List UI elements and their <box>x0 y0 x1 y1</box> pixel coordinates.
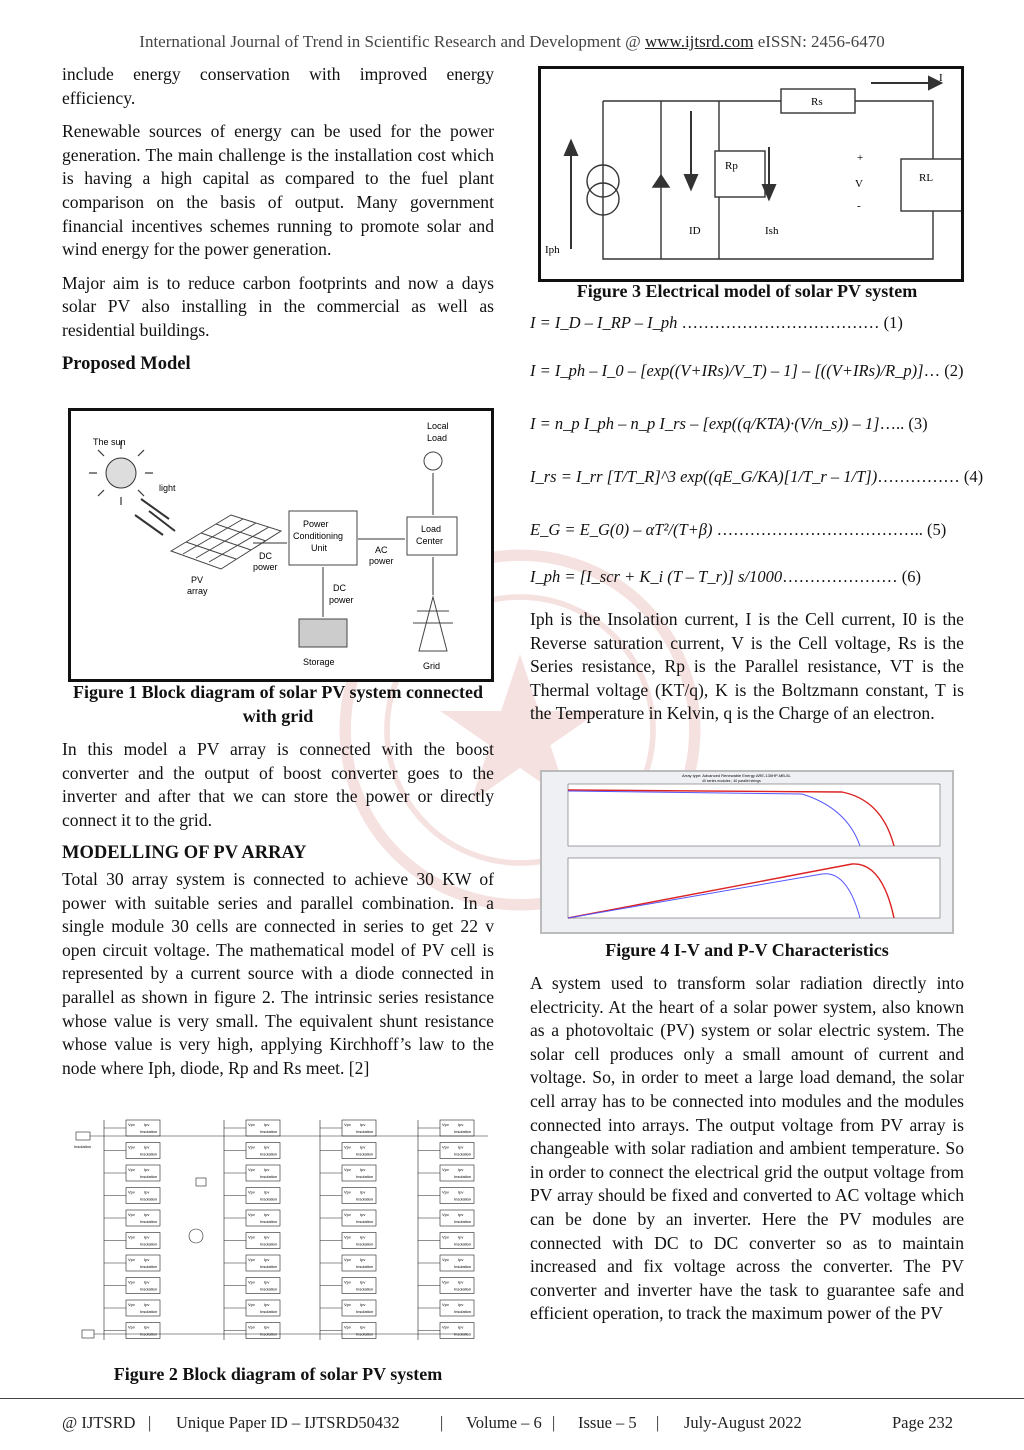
pv-module-port: Insolation <box>260 1129 278 1134</box>
figure-3-electrical-model <box>538 66 964 282</box>
pv-module-port: Ipv <box>144 1257 150 1262</box>
paragraph: include energy conservation with improved energy efficiency. <box>62 64 494 108</box>
section-heading: MODELLING OF PV ARRAY <box>62 843 307 864</box>
pv-module-port: Insolation <box>140 1286 158 1292</box>
paragraph: Renewable sources of energy can be used for the power generation. The main challenge is the installation cost which is having a high capital as compared to the fuel plant comparison on the basis of output. Many government financial incentives schemes running to promote solar and wind energy for the power generation. <box>62 121 494 260</box>
figure-4-caption: Figure 4 I-V and P-V Characteristics <box>605 940 889 960</box>
pv-module-port: Vpv <box>128 1122 135 1127</box>
pv-module-port: Insolation <box>454 1331 472 1337</box>
pv-module-port: Ipv <box>144 1167 150 1172</box>
equation-2: I = I_ph – I_0 – [exp((V+IRs)/V_T) – 1] – [((V+IRs)/R_p)]… (2) <box>530 361 964 380</box>
ll-2: Load <box>427 433 448 443</box>
pv-module-port: Ipv <box>360 1324 366 1330</box>
pv-module-port: Insolation <box>140 1196 158 1202</box>
sun-label: The sun <box>93 437 126 447</box>
pv-module-port: Insolation <box>356 1219 374 1224</box>
fig3-plus: + <box>857 152 864 164</box>
pv-module-port: Insolation <box>260 1309 278 1314</box>
pv-module-port: Vpv <box>442 1167 449 1172</box>
pv-module-port: Vpv <box>128 1212 135 1217</box>
pv-module-port: Ipv <box>458 1279 464 1285</box>
equation-6: I_ph = [I_scr + K_i (T – T_r)] s/1000………………… (6) <box>530 567 921 586</box>
figure-2-simulink-diagram <box>68 1108 490 1354</box>
lc-1: Load <box>421 524 442 534</box>
footer-sep: | <box>656 1413 660 1432</box>
pv-module-port: Insolation <box>356 1286 374 1292</box>
pv-module-port: Vpv <box>248 1167 255 1172</box>
sum-block <box>189 1229 203 1243</box>
ac-1: AC <box>375 545 388 555</box>
pv-module-port: Vpv <box>344 1189 351 1195</box>
dcs-2: power <box>329 595 354 605</box>
equation-1: I = I_D – I_RP – I_ph ……………………………… (1) <box>530 313 903 332</box>
transmission-tower-icon <box>413 597 453 651</box>
pv-module-port: Vpv <box>248 1302 255 1307</box>
pv-module-port: Vpv <box>344 1144 351 1150</box>
pv-module-port: Vpv <box>442 1279 449 1285</box>
dc-1: DC <box>259 551 272 561</box>
equation-3: I = n_p I_ph – n_p I_rs – [exp((q/KTA)·(V/n_s)) – 1]….. (3) <box>530 414 928 433</box>
pv-module-port: Ipv <box>144 1122 150 1127</box>
pv-module-port: Vpv <box>442 1212 449 1217</box>
pv-module-port: Insolation <box>356 1309 374 1314</box>
fig3-Ish: Ish <box>765 225 779 237</box>
footer-journal: @ IJTSRD <box>62 1413 136 1432</box>
pcu-1: Power <box>303 519 329 529</box>
pv-module-port: Ipv <box>458 1257 464 1262</box>
pv-module-port: Vpv <box>344 1212 351 1217</box>
pv-module-port: Insolation <box>260 1196 278 1202</box>
pv-module-port: Ipv <box>360 1302 366 1307</box>
left-column-middle <box>62 738 494 1090</box>
figure-1-block-diagram <box>68 408 494 682</box>
fig3-RL: RL <box>919 172 934 184</box>
pv-module-port: Ipv <box>458 1234 464 1240</box>
pv-module-port: Vpv <box>442 1302 449 1307</box>
running-header <box>0 32 1024 52</box>
pv-module-port: Insolation <box>260 1286 278 1292</box>
pv-module-port: Ipv <box>360 1279 366 1285</box>
battery-icon <box>299 619 347 647</box>
pv-module-port: Insolation <box>454 1196 472 1202</box>
pv-module-port: Insolation <box>260 1151 278 1157</box>
pv-module-port: Insolation <box>356 1264 374 1269</box>
insolation-input <box>76 1132 90 1140</box>
pv-module-port: Vpv <box>442 1122 449 1127</box>
paragraph: Total 30 array system is connected to achieve 30 KW of power with suitable series and parallel combination. In a single module 30 cells are connected in series to get 22 v open circuit voltage. The mathematical model of PV cell is represented by a current source with a diode connected in parallel as shown in figure 2. The intrinsic series resistance whose value is very small. The equivalent shunt resistance whose value is very high, applying Kirchhoff’s law to the node where Iph, diode, Rp and Rs meet. [2] <box>62 868 494 1078</box>
page-footer <box>0 1398 1024 1439</box>
paragraph: In this model a PV array is connected with the boost converter and the output of boost converter goes to the inverter and after that we can store the power or directly connect it to the grid. <box>62 739 494 830</box>
fig3-I: I <box>939 72 943 84</box>
figure-4-iv-pv-characteristics <box>540 770 954 934</box>
bulb-icon <box>424 452 442 470</box>
pv-module-port: Insolation <box>260 1264 278 1269</box>
pv-module-port: Ipv <box>360 1212 366 1217</box>
light-label: light <box>159 483 176 493</box>
pv-module-port: Insolation <box>454 1241 472 1247</box>
footer-page: Page 232 <box>892 1413 953 1432</box>
pv-module-port: Ipv <box>458 1122 464 1127</box>
pv-module-port: Ipv <box>264 1212 270 1217</box>
pv-module-port: Insolation <box>356 1151 374 1157</box>
pv-module-port: Ipv <box>144 1189 150 1195</box>
pv-module-port: Ipv <box>264 1122 270 1127</box>
pv-module-port: Insolation <box>356 1331 374 1337</box>
footer-date: July-August 2022 <box>684 1413 802 1432</box>
pv-module-port: Vpv <box>344 1122 351 1127</box>
issn: eISSN: 2456-6470 <box>753 32 885 51</box>
scope-block <box>196 1178 206 1186</box>
pv-module-port: Insolation <box>356 1196 374 1202</box>
journal-name: International Journal of Trend in Scientific Research and Development @ <box>139 32 641 51</box>
pv-module-port: Insolation <box>356 1174 374 1179</box>
pv-module-port: Insolation <box>260 1174 278 1179</box>
equation-5: E_G = E_G(0) – αT²/(T+β) ……………………………….. (5) <box>530 520 947 539</box>
left-column-top <box>62 63 494 384</box>
fig3-minus: - <box>857 200 861 212</box>
pv-module-port: Ipv <box>264 1302 270 1307</box>
figure-3-caption: Figure 3 Electrical model of solar PV system <box>576 281 918 301</box>
pv-module-port: Insolation <box>140 1264 158 1269</box>
pv-module-port: Vpv <box>128 1302 135 1307</box>
pv-module-port: Insolation <box>260 1331 278 1337</box>
fig3-Iph: Iph <box>545 244 560 256</box>
pv-label-2: array <box>187 586 208 596</box>
pv-module-port: Vpv <box>344 1279 351 1285</box>
pv-module-port: Insolation <box>356 1241 374 1247</box>
pv-module-port: Ipv <box>144 1234 150 1240</box>
pv-module-port: Ipv <box>144 1279 150 1285</box>
sun-icon <box>89 441 153 505</box>
pv-module-port: Ipv <box>264 1167 270 1172</box>
pv-module-port: Insolation <box>140 1219 158 1224</box>
paragraph: Major aim is to reduce carbon footprints and now a days solar PV also installing in the commercial as well as residential buildings. <box>62 272 494 340</box>
ac-2: power <box>369 556 394 566</box>
pv-module-port: Ipv <box>360 1234 366 1240</box>
pv-module-port: Insolation <box>454 1264 472 1269</box>
pv-module-port: Insolation <box>140 1174 158 1179</box>
pv-module-port: Ipv <box>264 1144 270 1150</box>
right-column-bottom <box>530 972 964 1336</box>
insolation-label: Insolation <box>74 1144 92 1149</box>
pv-module-port: Vpv <box>442 1324 449 1330</box>
pv-module-port: Insolation <box>140 1129 158 1134</box>
figure-2-caption: Figure 2 Block diagram of solar PV system <box>113 1364 443 1384</box>
fig3-Rp: Rp <box>725 160 738 172</box>
pv-module-port: Insolation <box>140 1331 158 1337</box>
dcs-1: DC <box>333 583 346 593</box>
pv-module-port: Vpv <box>344 1324 351 1330</box>
pv-module-port: Ipv <box>360 1122 366 1127</box>
lc-2: Center <box>416 536 444 546</box>
pv-module-port: Vpv <box>442 1257 449 1262</box>
pv-module-port: Ipv <box>458 1302 464 1307</box>
pv-module-port: Vpv <box>248 1234 255 1240</box>
pv-module-port: Ipv <box>360 1167 366 1172</box>
pv-module-port: Ipv <box>360 1189 366 1195</box>
pv-module-port: Vpv <box>344 1257 351 1262</box>
fig3-ID: ID <box>689 225 701 237</box>
pv-module-port: Insolation <box>140 1309 158 1314</box>
pv-module-port: Ipv <box>360 1257 366 1262</box>
ll-1: Local <box>427 421 449 431</box>
pv-module-port: Ipv <box>144 1212 150 1217</box>
pv-module-port: Insolation <box>454 1309 472 1314</box>
fig4-title: Array type: Advanced Renewable Energy ARE-130HP-MB-5L <box>682 773 791 778</box>
footer-volume: Volume – 6 <box>466 1413 542 1432</box>
figure-1-caption: Figure 1 Block diagram of solar PV system connected with grid <box>73 682 483 726</box>
pv-module-port: Vpv <box>442 1144 449 1150</box>
journal-link[interactable]: www.ijtsrd.com <box>644 32 754 51</box>
footer-sep: | <box>552 1413 556 1432</box>
footer-issue: Issue – 5 <box>578 1413 637 1432</box>
pv-module-port: Insolation <box>454 1129 472 1134</box>
pv-module-port: Vpv <box>128 1324 135 1330</box>
pv-module-port: Insolation <box>260 1241 278 1247</box>
pv-module-port: Insolation <box>454 1174 472 1179</box>
right-column-middle <box>530 608 964 736</box>
pv-module-port: Vpv <box>128 1234 135 1240</box>
pcu-3: Unit <box>311 543 328 553</box>
equation-4: I_rs = I_rr [T/T_R]^3 exp((qE_G/KA)[1/T_r – 1/T])…………… (4) <box>530 467 984 486</box>
pv-module-port: Vpv <box>128 1167 135 1172</box>
dc-2: power <box>253 562 278 572</box>
fig3-Rs: Rs <box>811 96 823 108</box>
paragraph: Iph is the Insolation current, I is the Cell current, I0 is the Reverse saturation current, V is the Cell voltage, Rs is the Series resistance, Rp is the Parallel resistance, VT is the Thermal voltage (KT/q), K is the Boltzmann constant, T is the Temperature in Kelvin, q is the Charge of an electron. <box>530 609 964 724</box>
pv-module-port: Ipv <box>458 1212 464 1217</box>
pv-module-port: Insolation <box>140 1241 158 1247</box>
pv-module-port: Vpv <box>248 1324 255 1330</box>
pv-module-port: Insolation <box>454 1286 472 1292</box>
pv-module-port: Vpv <box>128 1189 135 1195</box>
pv-module-port: Vpv <box>248 1212 255 1217</box>
pv-module-port: Insolation <box>356 1129 374 1134</box>
pv-module-port: Ipv <box>264 1279 270 1285</box>
pv-module-port: Insolation <box>454 1219 472 1224</box>
paragraph: A system used to transform solar radiation directly into electricity. At the heart of a solar power system, also known as a photovoltaic (PV) system or solar electric system. The solar cell produces only a small amount of current and voltage. So, in order to meet a large load demand, the solar cell array has to be connected into modules and the modules connected into arrays. The output voltage from PV array is changeable with solar radiation and ambient temperature. So in order to connect the electrical grid the output voltage from PV array should be fixed and converted to AC voltage which can be done by an inverter. Here the PV modules are connected with DC to DC converter so as to maintain increased and fix voltage across the converter. The PV converter and inverter have the task to guarantee safe and efficient operation, to track the maximum power of the PV <box>530 973 964 1324</box>
footer-sep: | <box>148 1413 152 1432</box>
pv-module-port: Vpv <box>128 1279 135 1285</box>
pv-label-1: PV <box>191 575 204 585</box>
pv-module-port: Insolation <box>140 1151 158 1157</box>
storage-label: Storage <box>303 657 335 667</box>
footer-paper-id: Unique Paper ID – IJTSRD50432 <box>176 1413 400 1432</box>
pv-module-port: Ipv <box>264 1257 270 1262</box>
pv-module-port: Ipv <box>264 1324 270 1330</box>
pv-module-port: Vpv <box>248 1144 255 1150</box>
pv-module-port: Ipv <box>458 1324 464 1330</box>
pv-module-port: Ipv <box>458 1189 464 1195</box>
pv-module-port: Vpv <box>344 1167 351 1172</box>
pv-module-port: Ipv <box>360 1144 366 1150</box>
output-port <box>82 1330 94 1338</box>
pv-module-port: Ipv <box>264 1234 270 1240</box>
pv-module-port: Ipv <box>144 1302 150 1307</box>
pv-module-port: Ipv <box>264 1189 270 1195</box>
pv-module-port: Vpv <box>248 1257 255 1262</box>
fig3-V: V <box>855 178 863 190</box>
pv-module-port: Vpv <box>248 1279 255 1285</box>
pcu-2: Conditioning <box>293 531 344 541</box>
pv-module-port: Vpv <box>344 1302 351 1307</box>
pv-module-port: Vpv <box>344 1234 351 1240</box>
pv-module-port: Vpv <box>248 1122 255 1127</box>
pv-module-port: Vpv <box>128 1144 135 1150</box>
pv-module-port: Vpv <box>442 1234 449 1240</box>
pv-module-port: Ipv <box>144 1324 150 1330</box>
section-heading: Proposed Model <box>62 353 191 374</box>
grid-label: Grid <box>423 661 441 671</box>
pv-module-port: Ipv <box>458 1167 464 1172</box>
footer-sep: | <box>440 1413 444 1432</box>
pv-module-port: Insolation <box>260 1219 278 1224</box>
pv-module-port: Ipv <box>144 1144 150 1150</box>
pv-module-port: Vpv <box>442 1189 449 1195</box>
pv-module-port: Vpv <box>128 1257 135 1262</box>
pv-module-port: Vpv <box>248 1189 255 1195</box>
fig4-subtitle: 40 series modules ; 40 parallel strings <box>702 779 761 783</box>
pv-module-port: Ipv <box>458 1144 464 1150</box>
pv-module-port: Insolation <box>454 1151 472 1157</box>
